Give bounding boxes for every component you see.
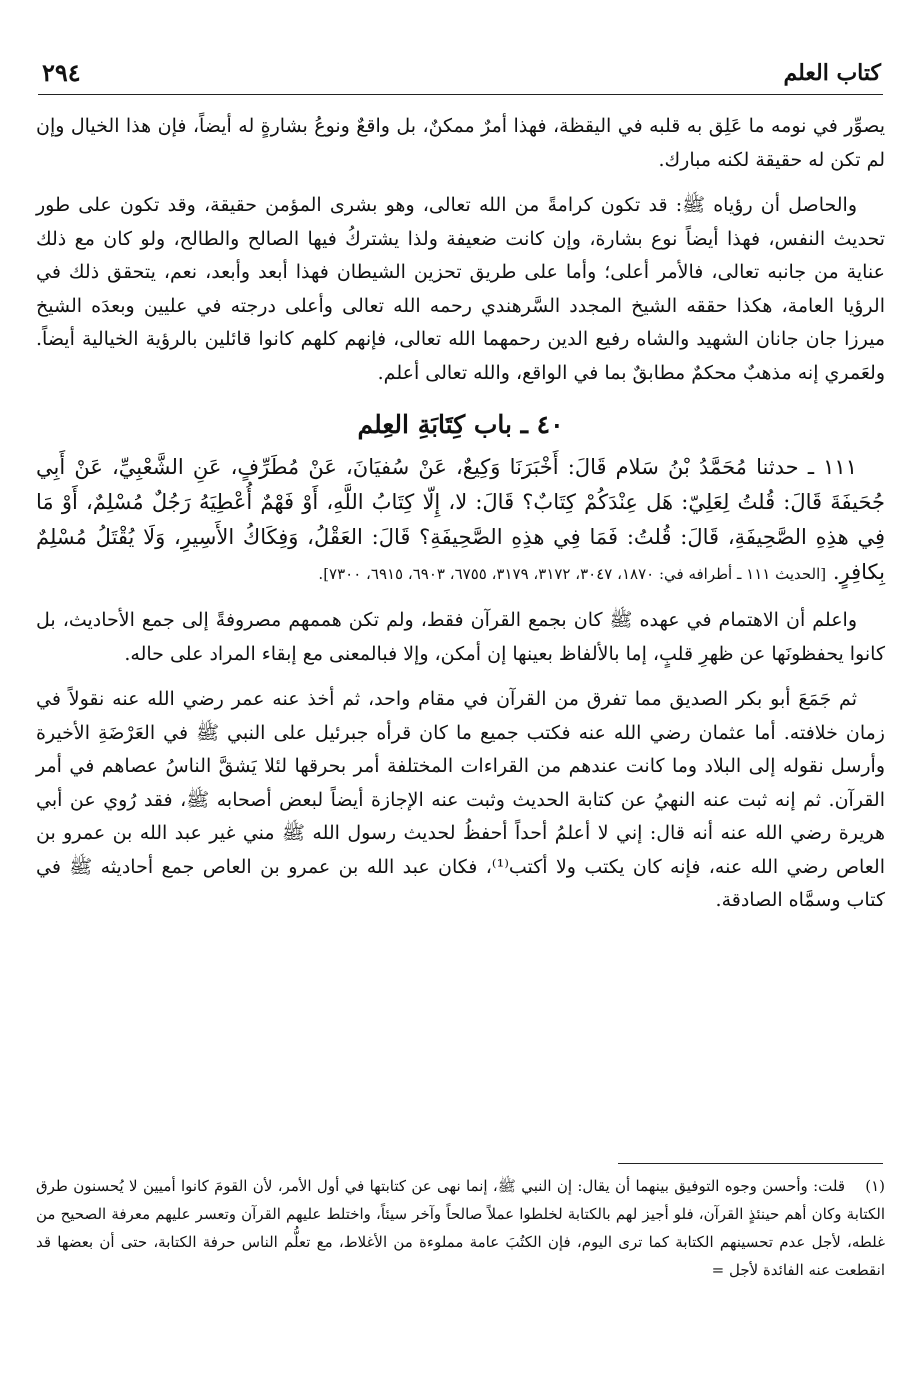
page-header <box>38 58 883 95</box>
footnote-number: (١) <box>865 1177 885 1195</box>
book-title: كتاب العلم <box>783 60 881 86</box>
page-body <box>36 110 885 930</box>
hadith-text <box>36 450 885 592</box>
footnote <box>36 1172 885 1284</box>
footnote-text: قلت: وأحسن وجوه التوفيق بينهما أن يقال: إن النبي ﷺ، إنما نهى عن كتابتها في أول الأمر، لأن القومَ كانوا أميين لا يُحسنون طرق الكتابة وكان أهم حينئذٍ القرآن، فلو أجيز لهم بالكتابة لخلطوا عملاً صالحاً وآخر سيئاً، واختلط عليهم القرآن وتعسر عليهم معرفة الصحيح من غلطه، لأجل عدم تحسينهم الكتابة كما ترى اليوم، فإن الكتُبَ عامة مملوءة من الأغلاط، مع تعلُّم الناس حرفة الكتابة، حتى أن بعضها قد انقطعت عنه الفائدة لأجل = <box>36 1177 885 1279</box>
chapter-title: ٤٠ ـ باب كِتَابَةِ العِلم <box>357 410 564 439</box>
paragraph-continuation: يصوِّر في نومه ما عَلِق به قلبه في اليقظة، فهذا أمرٌ ممكنٌ، بل واقعٌ ونوعُ بشارةٍ له أيضاً، فإن هذا الخيال وإن لم تكن له حقيقة لكنه مبارك. <box>36 115 885 171</box>
hadith-references: [الحديث ١١١ ـ أطرافه في: ١٨٧٠، ٣٠٤٧، ٣١٧٢، ٣١٧٩، ٦٧٥٥، ٦٩٠٣، ٦٩١٥، ٧٣٠٠]. <box>318 565 827 583</box>
page-number: ٢٩٤ <box>42 58 81 87</box>
paragraph-summary: والحاصل أن رؤياه ﷺ: قد تكون كرامةً من الله تعالى، وهو بشرى المؤمن حقيقة، وقد تكون على طور تحديث النفس، فهذا أيضاً نوع بشارة، وإن كانت ضعيفة ولذا يشتركُ فيها الصالح والطالح، ولو كان مع ذلك عناية من جانبه تعالى، فالأمر أعلى؛ وأما على طريق تحزين الشيطان فهذا أبعد وأبعد، نعم، يتحقق ذلك في الرؤيا العامة، هكذا حققه الشيخ المجدد السَّرهندي رحمه الله تعالى وأعلى درجته في عليين وبعدَه الشيخ ميرزا جان جانان الشهيد والشاه رفيع الدين رحمهما الله تعالى، فإنهم كلهم كانوا قائلين بالرؤية الخيالية أيضاً. ولعَمري إنه مذهبٌ محكمٌ مطابقٌ بما في الواقع، والله تعالى أعلم. <box>36 194 885 384</box>
commentary-paragraph-1: واعلم أن الاهتمام في عهده ﷺ كان بجمع القرآن فقط، ولم تكن هممهم مصروفةً إلى جمع الأحاديث، بل كانوا يحفظونَها عن ظهرِ قلبٍ، إما بالألفاظ بعينها إن أمكن، وإلا فبالمعنى مع إبقاء المراد على حاله. <box>36 609 885 665</box>
footnote-separator <box>618 1163 883 1164</box>
hadith-body: ١١١ ـ حدثنا مُحَمَّدُ بْنُ سَلام قَالَ: أَخْبَرَنَا وَكِيعٌ، عَنْ سُفيَانَ، عَنْ مُطَرِّفٍ، عَنِ الشَّعْبِيِّ، عَنْ أَبِي جُحَيفَةَ قَالَ: قُلتُ لِعَلِيّ: هَل عِنْدَكُمْ كِتَابٌ؟ قَالَ: لا، إِلّا كِتَابُ اللَّهِ، أَوْ فَهْمٌ أُعْطِيَهُ رَجُلٌ مُسْلِمٌ، أَوْ مَا فِي هذِهِ الصَّحِيفَةِ، قَالَ: قُلتُ: فَمَا فِي هذِهِ الصَّحِيفَةِ؟ قَالَ: العَقْلُ، وَفِكَاكُ الأَسِيرِ، وَلَا يُقْتَلُ مُسْلِمٌ بِكافِرٍ. <box>36 455 885 584</box>
commentary-paragraph-2: ثم جَمَعَ أبو بكر الصديق مما تفرق من القرآن في مقام واحد، ثم أخذ عنه عمر رضي الله عنه نقولاً في زمان خلافته. أما عثمان رضي الله عنه فكتب جميع ما كان قرأه جبرئيل على النبي ﷺ في العَرْضَةِ الأخيرة وأرسل نقوله إلى البلاد وما كانت عندهم من القراءات المختلفة أمر بحرقها لئلا يَشقَّ الناسُ عصاهم في أمر القرآن. ثم إنه ثبت عنه النهيُ عن كتابة الحديث وثبت عنه الإجازة أيضاً لبعض أصحابه ﷺ، فقد رُوي عن أبي هريرة رضي الله عنه أنه قال: إني لا أعلمُ أحداً أحفظُ لحديث رسول الله ﷺ مني غير عبد الله بن عمرو بن العاص رضي الله عنه، فإنه كان يكتب ولا أكتب⁽¹⁾، فكان عبد الله بن عمرو بن العاص جمع أحاديثه ﷺ في كتاب وسمَّاه الصادقة. <box>36 688 885 911</box>
